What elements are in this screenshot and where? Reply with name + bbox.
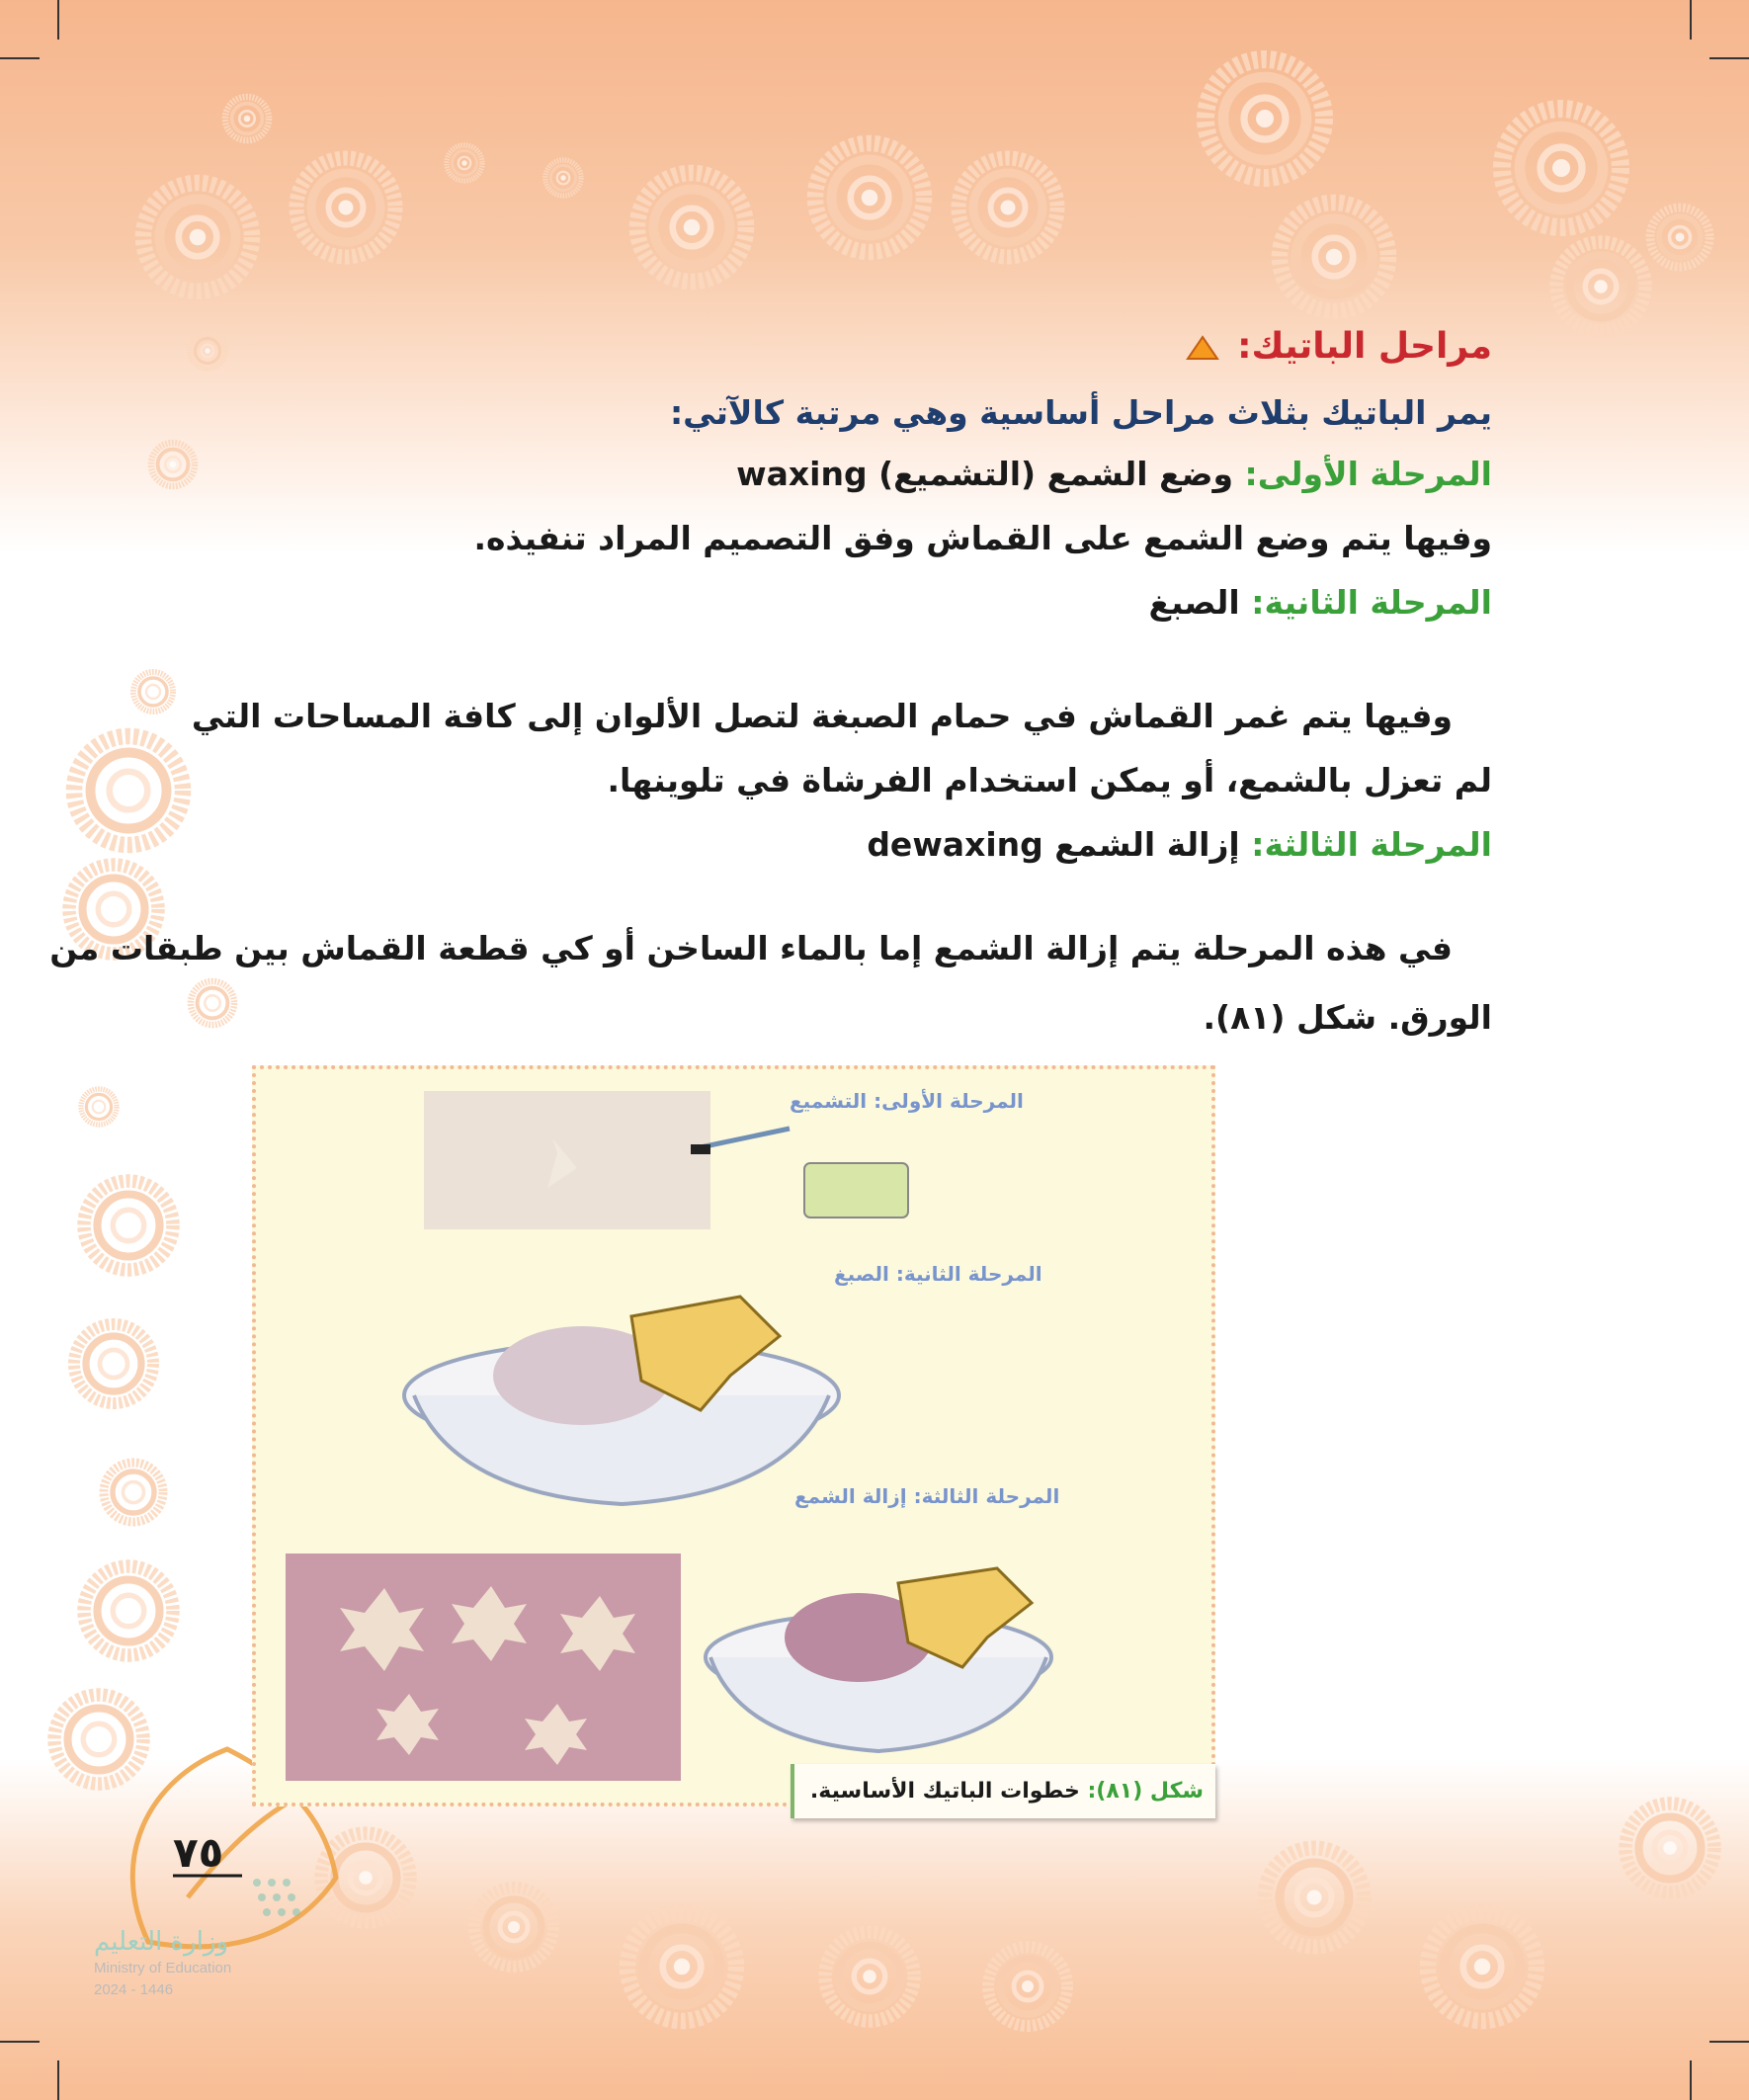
crop-mark bbox=[1709, 2041, 1749, 2043]
intro-text: يمر الباتيك بثلاث مراحل أساسية وهي مرتبة كالآتي: bbox=[669, 393, 1492, 432]
crop-mark bbox=[0, 2041, 40, 2043]
figure-label-stage-2: المرحلة الثانية: الصبغ bbox=[834, 1262, 1042, 1286]
crop-mark bbox=[1690, 2060, 1692, 2100]
stage-2-name: الصبغ bbox=[1148, 583, 1240, 622]
figure-caption bbox=[791, 1764, 1215, 1818]
section-heading bbox=[1186, 326, 1492, 367]
stage-3-label: المرحلة الثالثة: bbox=[1251, 825, 1492, 864]
crop-mark bbox=[57, 0, 59, 40]
caption-text: خطوات الباتيك الأساسية. bbox=[809, 1779, 1080, 1804]
stage-3-description-line-1: في هذه المرحلة يتم إزالة الشمع إما بالماء الساخن أو كي قطعة القماش بين طبقات من bbox=[49, 929, 1453, 967]
section-title: مراحل الباتيك: bbox=[1237, 326, 1492, 367]
stage-1-label: المرحلة الأولى: bbox=[1244, 455, 1492, 493]
batik-steps-figure bbox=[252, 1065, 1215, 1806]
stage-2-description-line-1: وفيها يتم غمر القماش في حمام الصبغة لتصل الألوان إلى كافة المساحات التي bbox=[191, 697, 1453, 735]
crop-mark bbox=[57, 2060, 59, 2100]
figure-label-stage-3: المرحلة الثالثة: إزالة الشمع bbox=[794, 1484, 1060, 1508]
figure-label-stage-1: المرحلة الأولى: التشميع bbox=[790, 1089, 1024, 1113]
stage-2-label: المرحلة الثانية: bbox=[1251, 583, 1492, 622]
crop-mark bbox=[0, 57, 40, 59]
stage-1-heading bbox=[736, 455, 1492, 493]
dyed-fabric-image bbox=[286, 1554, 681, 1781]
triangle-bullet-icon bbox=[1186, 335, 1219, 361]
stage-3-heading bbox=[867, 825, 1492, 864]
crop-mark bbox=[1690, 0, 1692, 40]
wax-block-icon bbox=[804, 1163, 908, 1218]
stage-1-description: وفيها يتم وضع الشمع على القماش وفق التصميم المراد تنفيذه. bbox=[473, 519, 1492, 557]
stage-3-description-line-2: الورق. شكل (٨١). bbox=[1203, 998, 1492, 1037]
ministry-name-arabic: وزارة التعليم bbox=[94, 1927, 229, 1957]
stage-3-name: إزالة الشمع dewaxing bbox=[867, 825, 1240, 864]
page-number: ٧٥ bbox=[173, 1828, 224, 1877]
stage-2-heading bbox=[1149, 583, 1492, 622]
stage-1-name: وضع الشمع (التشميع) waxing bbox=[736, 455, 1234, 493]
stage-2-description-line-2: لم تعزل بالشمع، أو يمكن استخدام الفرشاة في تلوينها. bbox=[607, 761, 1492, 799]
ministry-name-english: Ministry of Education bbox=[94, 1960, 232, 1976]
caption-reference: شكل (٨١): bbox=[1087, 1779, 1204, 1804]
edition-year: 2024 - 1446 bbox=[94, 1981, 174, 1998]
crop-mark bbox=[1709, 57, 1749, 59]
batik-illustration bbox=[256, 1069, 1211, 1803]
